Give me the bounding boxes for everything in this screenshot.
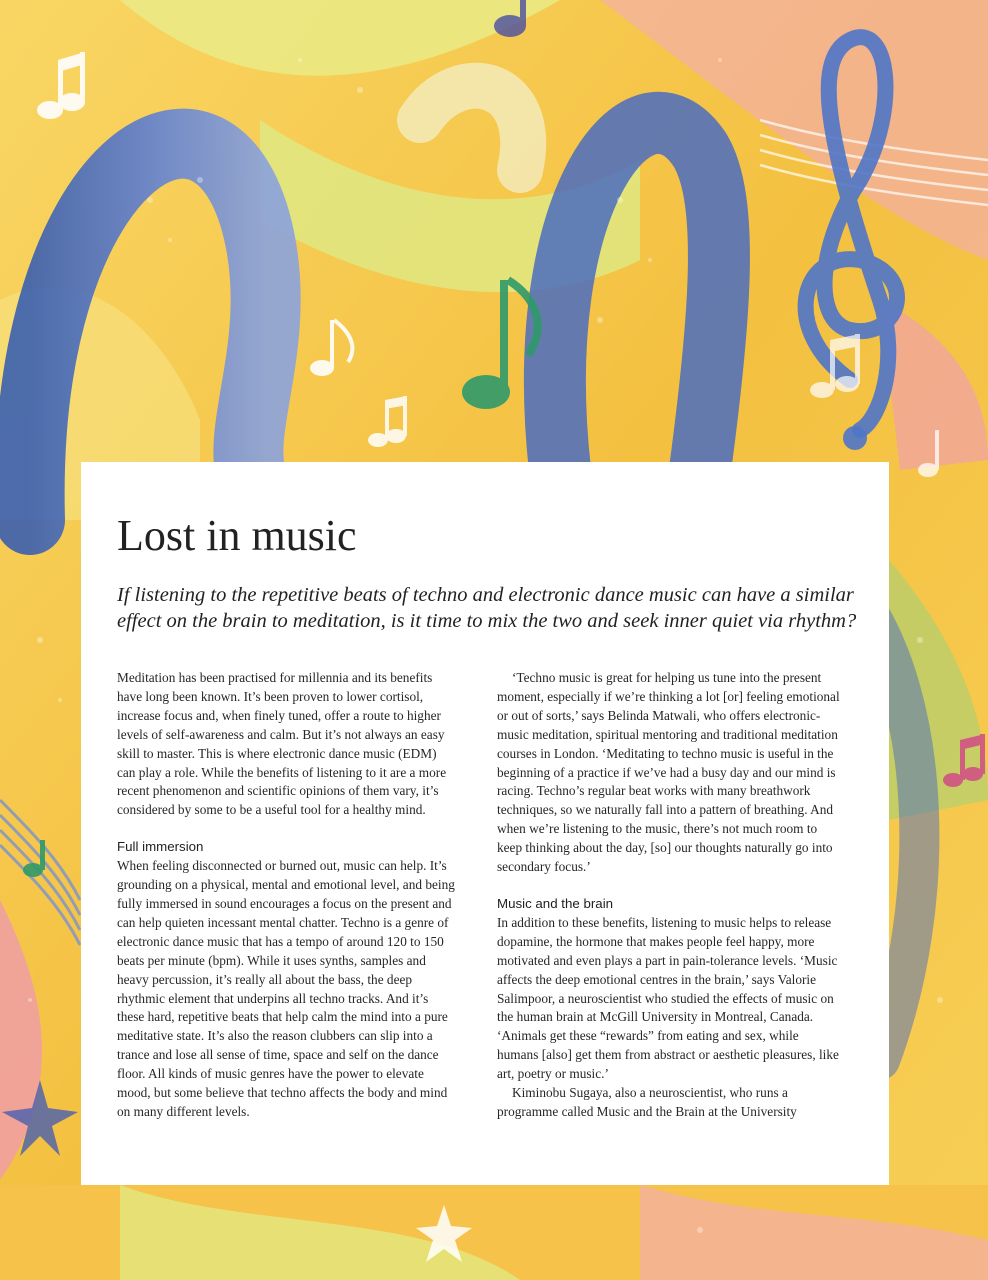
article-title: Lost in music — [117, 511, 357, 560]
subhead-music-and-brain: Music and the brain — [497, 895, 614, 911]
music-brain-paragraph: In addition to these benefits, listening to music helps to release dopamine, the hormone that makes people feel happy, more motivated and even plays a part in pain-tolerance levels. ‘Music affects the deep emotional centres in the brain,’ says Valorie Salimpoor, a neuroscientist who studied the effects of music on the human brain at McGill University in Montreal, Canada. ‘Animals get these “rewards” from eating and sex, while humans [also] get them from abstract or aesthetic pleasures, like art, poetry or music.’ — [497, 914, 839, 1082]
right-column — [497, 669, 843, 1122]
article-panel — [81, 462, 889, 1185]
matwali-quote-paragraph: ‘Techno music is great for helping us tune into the present moment, especially if we’re thinking a lot [or] feeling emotional or out of sorts,’ says Belinda Matwali, who offers electronic-music meditation, spiritual mentoring and traditional meditation courses in London. ‘Meditating to techno music is useful in the beginning of a practice if we’ve had a busy day and our mind is racing. Techno’s regular beat works with many breathwork techniques, so we naturally fall into a pattern of breathing. And when we’re listening to the music, there’s not much room to keep thinking about the day, [so] our thoughts naturally go into secondary focus.’ — [497, 670, 840, 875]
subhead-full-immersion: Full immersion — [117, 839, 204, 855]
full-immersion-paragraph: When feeling disconnected or burned out, music can help. It’s grounding on a physical, mental and emotional level, and being fully immersed in sound encourages a focus on the present and can help quieten incessant mental chatter. Techno is a genre of electronic dance music that has a tempo of around 120 to 150 beats per minute (bpm). While it uses synths, samples and heavy percussion, it’s really all about the bass, the deep rhythmic element that underpins all techno tracks. And it’s these hard, repetitive beats that help calm the mind into a pure meditative state. It’s also the reason clubbers can slip into a trance and lose all sense of time, space and self on the dance floor. All kinds of music genres have the power to elevate mood, but some believe that techno affects the body and mind on many different levels. — [117, 858, 455, 1119]
intro-paragraph: Meditation has been practised for millennia and its benefits have long been known. It’s been proven to lower cortisol, increase focus and, when finely tuned, offer a route to higher levels of self-awareness and calm. But it’s not always an easy skill to master. This is where electronic dance music (EDM) can play a role. While the benefits of listening to it are a more recent phenomenon and scientific opinions of them vary, it’s considered by some to be a useful tool for a healthy mind. — [117, 670, 447, 818]
left-column — [117, 669, 457, 1122]
article-standfirst: If listening to the repetitive beats of techno and electronic dance music can have a similar effect on the brain to meditation, is it time to mix the two and seek inner quiet via rhythm? — [117, 584, 857, 632]
sugaya-paragraph: Kiminobu Sugaya, also a neuroscientist, who runs a programme called Music and the Brain at the University — [497, 1085, 797, 1119]
